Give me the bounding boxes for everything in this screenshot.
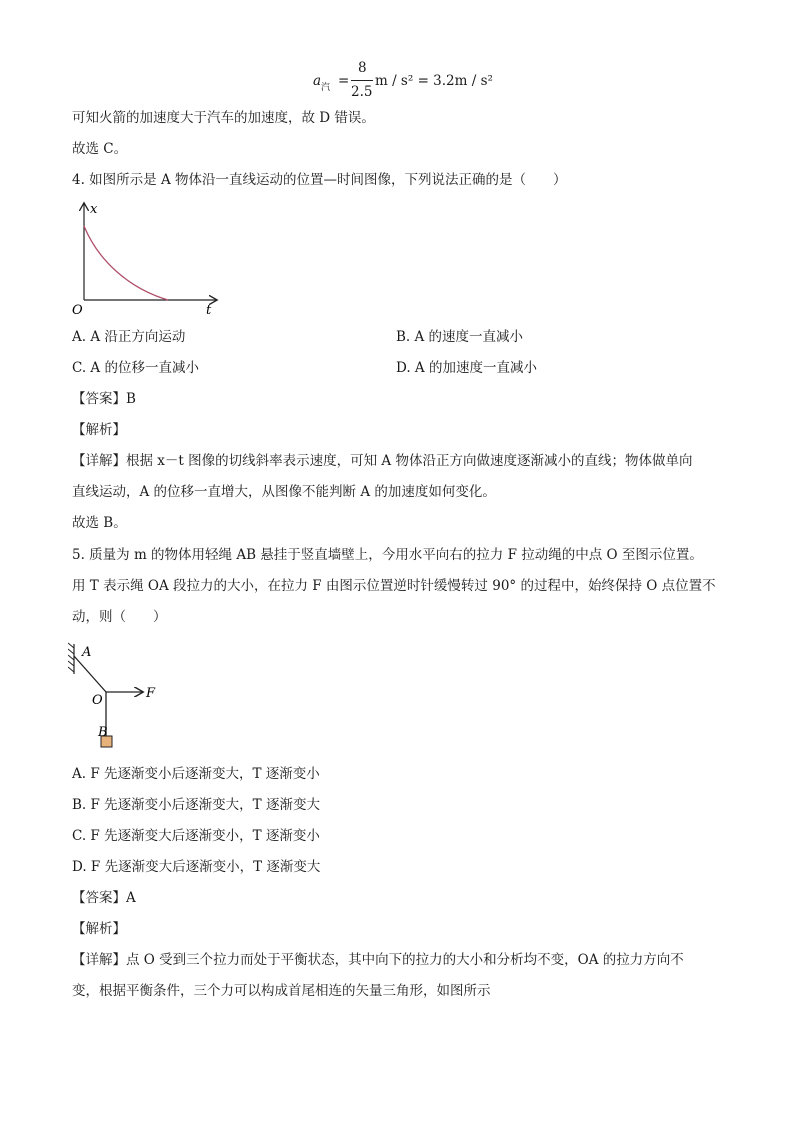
- q5-analysis-heading: 【解析】: [72, 921, 126, 937]
- label-a: A: [82, 645, 92, 660]
- q4-detail-line-1: 【详解】根据 x－t 图像的切线斜率表示速度，可知 A 物体沿正方向做速度逐渐减小的直线；物体做单向: [72, 453, 693, 469]
- q5-detail-line-2: 变，根据平衡条件，三个力可以构成首尾相连的矢量三角形，如图所示: [72, 983, 491, 999]
- rope-oa: [74, 656, 106, 692]
- label-o: O: [92, 693, 103, 708]
- q5-stem-line-3: 动，则（ ）: [72, 609, 167, 625]
- x-axis-label: t: [206, 303, 212, 318]
- q4-conclusion: 故选 B。: [72, 515, 127, 531]
- q4-analysis-heading: 【解析】: [72, 422, 126, 438]
- formula-numerator: 8: [358, 60, 367, 76]
- q4-option-a: A. A 沿正方向运动: [72, 329, 186, 345]
- q4-stem: 4. 如图所示是 A 物体沿一直线运动的位置—时间图像，下列说法正确的是（ ）: [72, 172, 567, 188]
- formula-lhs-subscript: 汽: [321, 83, 331, 93]
- formula-equals: =: [338, 73, 350, 89]
- y-axis-label: x: [90, 202, 98, 217]
- prev-answer: 故选 C。: [72, 141, 128, 157]
- q5-rope-diagram: [68, 640, 178, 755]
- q5-stem-line-2: 用 T 表示绳 OA 段拉力的大小，在拉力 F 由图示位置逆时针缓慢转过 90° 的过程中，始终保持 O 点位置不: [72, 578, 716, 594]
- q4-option-c: C. A 的位移一直减小: [72, 360, 199, 376]
- wall-hatch: [68, 643, 74, 674]
- origin-label: O: [72, 303, 83, 318]
- formula-denominator: 2.5: [351, 84, 373, 100]
- label-b: B: [98, 725, 108, 740]
- q5-option-d: D. F 先逐渐变大后逐渐变小，T 逐渐变大: [72, 859, 321, 875]
- label-f: F: [146, 686, 156, 701]
- prev-conclusion: 可知火箭的加速度大于汽车的加速度，故 D 错误。: [72, 110, 375, 126]
- position-curve: [84, 226, 168, 300]
- q5-detail-line-1: 【详解】点 O 受到三个拉力而处于平衡状态，其中向下的拉力的大小和分析均不变，OA 的拉力方向不: [72, 952, 684, 968]
- fraction-bar: [351, 80, 373, 81]
- q5-answer: 【答案】A: [72, 890, 136, 906]
- q4-option-b: B. A 的速度一直减小: [396, 329, 524, 345]
- q5-option-a: A. F 先逐渐变小后逐渐变大，T 逐渐变小: [72, 766, 320, 782]
- q4-answer: 【答案】B: [72, 391, 136, 407]
- q5-option-c: C. F 先逐渐变大后逐渐变小，T 逐渐变小: [72, 828, 320, 844]
- formula-lhs-symbol: a: [313, 73, 322, 89]
- q5-option-b: B. F 先逐渐变小后逐渐变大，T 逐渐变大: [72, 797, 320, 813]
- q4-option-d: D. A 的加速度一直减小: [396, 360, 537, 376]
- q4-position-time-graph: [68, 198, 228, 318]
- q4-detail-line-2: 直线运动，A 的位移一直增大，从图像不能判断 A 的加速度如何变化。: [72, 484, 496, 500]
- formula-unit-tail: m / s² = 3.2m / s²: [375, 73, 493, 89]
- q5-stem-line-1: 5. 质量为 m 的物体用轻绳 AB 悬挂于竖直墙壁上，今用水平向右的拉力 F 拉动绳的中点 O 至图示位置。: [72, 547, 703, 563]
